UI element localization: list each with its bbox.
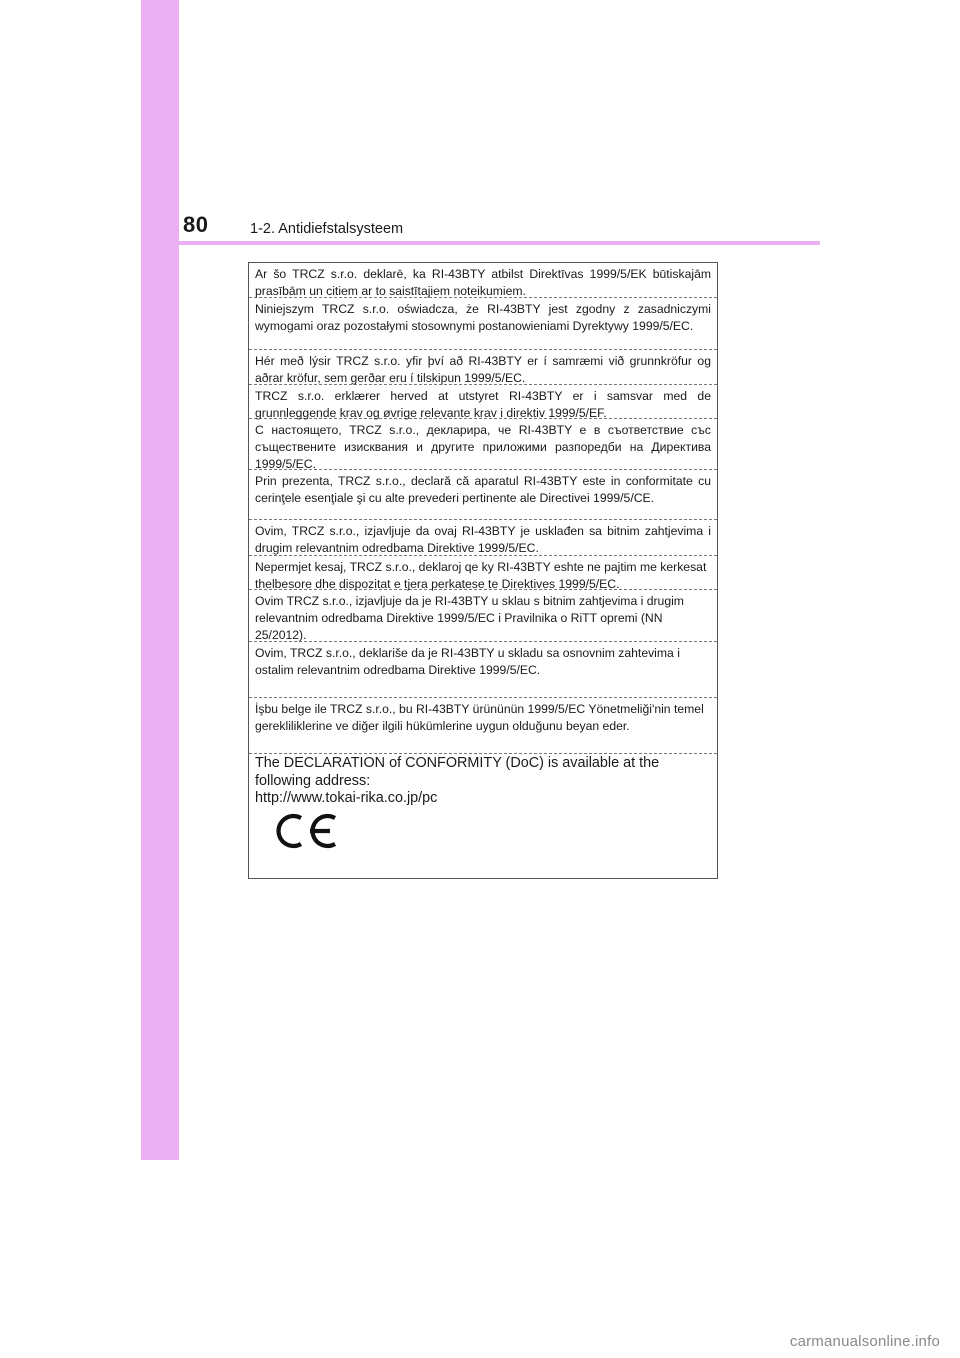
declaration-polish: Niniejszym TRCZ s.r.o. oświadcza, że RI-43BTY jest zgodny z zasadniczymi wymogami oraz pozostałymi stosownymi postanowieniami Dyrektywy 1999/5/EC. (249, 298, 717, 350)
declaration-latvian: Ar šo TRCZ s.r.o. deklarē, ka RI-43BTY atbilst Direktīvas 1999/5/EK būtiskajām prasībām un citiem ar to saistītajiem noteikumiem. (249, 263, 717, 298)
conformity-text-line1: The DECLARATION of CONFORMITY (DoC) is available at the (255, 755, 660, 771)
conformity-text-line2: following address: (255, 772, 371, 789)
conformity-url[interactable]: http://www.tokai-rika.co.jp/pc (255, 790, 438, 806)
declaration-albanian: Nepermjet kesaj, TRCZ s.r.o., deklaroj qe ky RI-43BTY eshte ne pajtim me kerkesat thelbesore dhe dispozitat e tjera perkatese te Direktives 1999/5/EC. (249, 556, 717, 590)
section-title: 1-2. Antidiefstalsysteem (250, 221, 404, 237)
declaration-romanian: Prin prezenta, TRCZ s.r.o., declară că aparatul RI-43BTY este in conformitate cu cerinţele esenţiale şi cu alte prevederi pertinente ale Directivei 1999/5/CE. (249, 470, 717, 520)
declaration-box (248, 262, 718, 879)
declaration-icelandic: Hér með lýsir TRCZ s.r.o. yfir því að RI-43BTY er í samræmi við grunnkröfur og aðrar kröfur, sem gerðar eru í tilskipun 1999/5/EC. (249, 350, 717, 385)
header-rule (141, 241, 820, 245)
declaration-serbian: Ovim, TRCZ s.r.o., deklariše da je RI-43BTY u skladu sa osnovnim zahtevima i ostalim relevantnim odredbama Direktive 1999/5/EC. (249, 642, 717, 698)
declaration-turkish: İşbu belge ile TRCZ s.r.o., bu RI-43BTY ürününün 1999/5/EC Yönetmeliği'nin temel gerekliliklerine ve diğer ilgili hükümlerine uygun olduğunu beyan eder. (249, 698, 717, 754)
conformity-section (249, 754, 717, 878)
side-color-bar (141, 0, 179, 1160)
watermark-text: carmanualsonline.info (789, 1333, 940, 1350)
declaration-bulgarian: С настоящето, TRCZ s.r.o., декларира, че RI-43BTY е в съответствие със съществените изисквания и другите приложими разпоредби на Директива 1999/5/ЕС. (249, 419, 717, 470)
declaration-bosnian: Ovim, TRCZ s.r.o., izjavljuje da ovaj RI-43BTY je usklađen sa bitnim zahtjevima i drugim relevantnim odredbama Direktive 1999/5/EC. (249, 520, 717, 556)
declaration-croatian: Ovim TRCZ s.r.o., izjavljuje da je RI-43BTY u sklau s bitnim zahtjevima i drugim relevantnim odredbama Direktive 1999/5/EC i Pravilnika o RiTT opremi (NN 25/2012). (249, 590, 717, 642)
page-number: 80 (183, 212, 209, 237)
declaration-norwegian: TRCZ s.r.o. erklærer herved at utstyret RI-43BTY er i samsvar med de grunnleggende krav og øvrige relevante krav i direktiv 1999/5/EF. (249, 385, 717, 419)
ce-mark-icon (273, 812, 339, 850)
